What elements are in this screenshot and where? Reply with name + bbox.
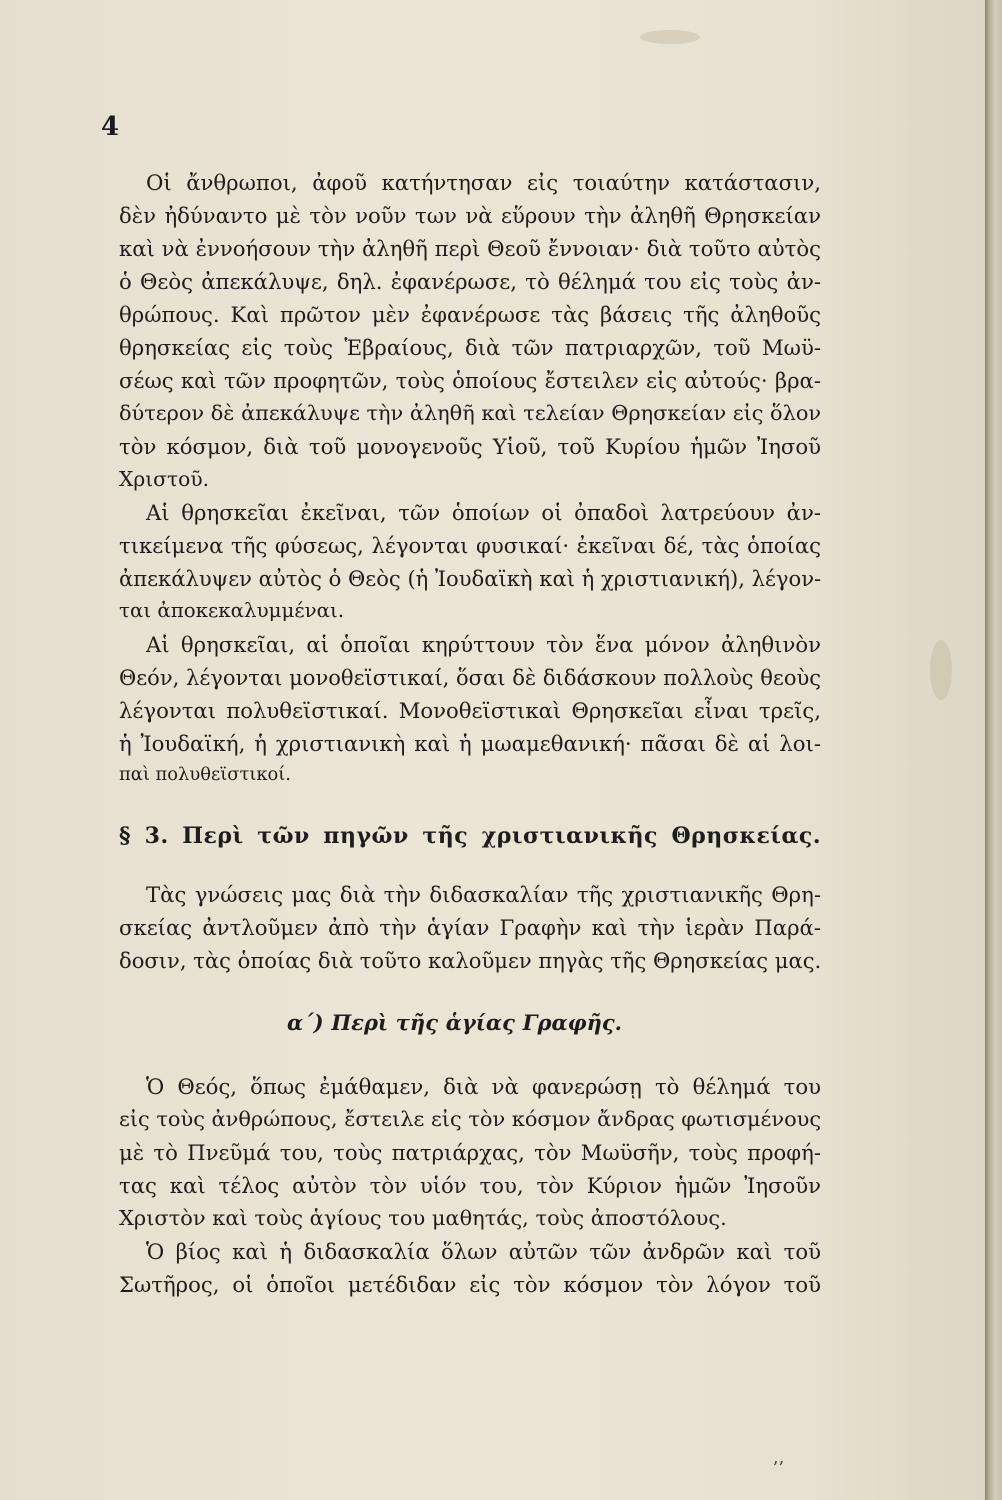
paragraph-6-line: Ὁ βίος καὶ ἡ διδασκαλία ὅλων αὐτῶν τῶν ἀνδρῶν καὶ τοῦ [146,1239,821,1264]
paragraph-3-line: ἡ Ἰουδαϊκή, ἡ χριστιανικὴ καὶ ἡ μωαμεθανική· πᾶσαι δὲ αἱ λοι- [119,731,821,756]
paragraph-4-line: σκείας ἀντλοῦμεν ἀπὸ τὴν ἁγίαν Γραφὴν καὶ τὴν ἱερὰν Παρά- [119,915,821,940]
stray-mark: ʼʼ [772,1458,784,1479]
paragraph-4-line: Τὰς γνώσεις μας διὰ τὴν διδασκαλίαν τῆς χριστιανικῆς Θρη- [146,882,821,907]
paragraph-3-line: Αἱ θρησκεῖαι, αἱ ὁποῖαι κηρύττουν τὸν ἕνα μόνον ἀληθινὸν [146,632,821,657]
paragraph-1-line: τὸν κόσμον, διὰ τοῦ μονογενοῦς Υἱοῦ, τοῦ Κυρίου ἡμῶν Ἰησοῦ [119,434,821,459]
paragraph-1-line: δύτερον δὲ ἀπεκάλυψε τὴν ἀληθῆ καὶ τελείαν Θρησκείαν εἰς ὅλον [119,401,822,425]
paragraph-5-line: Ὁ Θεός, ὅπως ἐμάθαμεν, διὰ νὰ φανερώσῃ τὸ θέλημά του [146,1074,821,1099]
paragraph-5-line: μὲ τὸ Πνεῦμά του, τοὺς πατριάρχας, τὸν Μωϋσῆν, τοὺς προφή- [119,1140,821,1165]
section-heading: § 3. Περὶ τῶν πηγῶν τῆς χριστιανικῆς Θρησκείας. [119,823,821,849]
paragraph-1-line: σέως καὶ τῶν προφητῶν, τοὺς ὁποίους ἔστειλεν εἰς αὐτούς· βρα- [119,368,821,393]
paragraph-1-line: ὁ Θεὸς ἀπεκάλυψε, δηλ. ἐφανέρωσε, τὸ θέλημά του εἰς τοὺς ἀν- [119,269,821,294]
paragraph-4-line: δοσιν, τὰς ὁποίας διὰ τοῦτο καλοῦμεν πηγὰς τῆς Θρησκείας μας. [119,948,822,973]
paragraph-3-line: Θεόν, λέγονται μονοθεϊστικαί, ὅσαι δὲ διδάσκουν πολλοὺς θεοὺς [119,665,822,690]
paragraph-1-line: δὲν ἠδύναντο μὲ τὸν νοῦν των νὰ εὕρουν τὴν ἀληθῆ Θρησκείαν [119,203,821,228]
paragraph-1-line: θρώπους. Καὶ πρῶτον μὲν ἐφανέρωσε τὰς βάσεις τῆς ἀληθοῦς [119,302,821,327]
paragraph-2-line: τικείμενα τῆς φύσεως, λέγονται φυσικαί· ἐκεῖναι δέ, τὰς ὁποίας [119,533,821,558]
paragraph-5-line: εἰς τοὺς ἀνθρώπους, ἔστειλε εἰς τὸν κόσμον ἄνδρας φωτισμένους [119,1107,822,1131]
paragraph-6-line: Σωτῆρος, οἱ ὁποῖοι μετέδιδαν εἰς τὸν κόσμον τὸν λόγον τοῦ [119,1272,821,1297]
paragraph-2-line: Αἱ θρησκεῖαι ἐκεῖναι, τῶν ὁποίων οἱ ὀπαδοὶ λατρεύουν ἀν- [146,500,821,525]
subsection-heading: α΄) Περὶ τῆς ἁγίας Γραφῆς. [287,1010,622,1035]
paragraph-5-line: Χριστὸν καὶ τοὺς ἁγίους του μαθητάς, τοὺς ἀποστόλους. [119,1206,727,1230]
page-edge [985,0,1002,1500]
paragraph-1-line: Χριστοῦ. [119,467,210,491]
paragraph-2-line: ται ἀποκεκαλυμμέναι. [119,599,345,622]
paragraph-3-line: λέγονται πολυθεϊστικαί. Μονοθεϊστικαὶ Θρησκεῖαι εἶναι τρεῖς, [119,698,821,723]
page-number: 4 [101,112,120,142]
paragraph-2-line: ἀπεκάλυψεν αὐτὸς ὁ Θεὸς (ἡ Ἰουδαϊκὴ καὶ ἡ χριστιανική), λέγον- [119,566,822,591]
paper-stain [930,640,952,700]
paper-stain [640,30,700,44]
paragraph-1-line: καὶ νὰ ἐννοήσουν τὴν ἀληθῆ περὶ Θεοῦ ἔννοιαν· διὰ τοῦτο αὐτὸς [119,236,821,261]
paragraph-1-line: Οἱ ἄνθρωποι, ἀφοῦ κατήντησαν εἰς τοιαύτην κατάστασιν, [146,170,821,195]
paragraph-1-line: θρησκείας εἰς τοὺς Ἑβραίους, διὰ τῶν πατριαρχῶν, τοῦ Μωϋ- [119,335,821,360]
paragraph-5-line: τας καὶ τέλος αὐτὸν τὸν υἱόν του, τὸν Κύριον ἡμῶν Ἰησοῦν [119,1173,821,1198]
paragraph-3-line: παὶ πολυθεϊστικοί. [119,764,291,785]
